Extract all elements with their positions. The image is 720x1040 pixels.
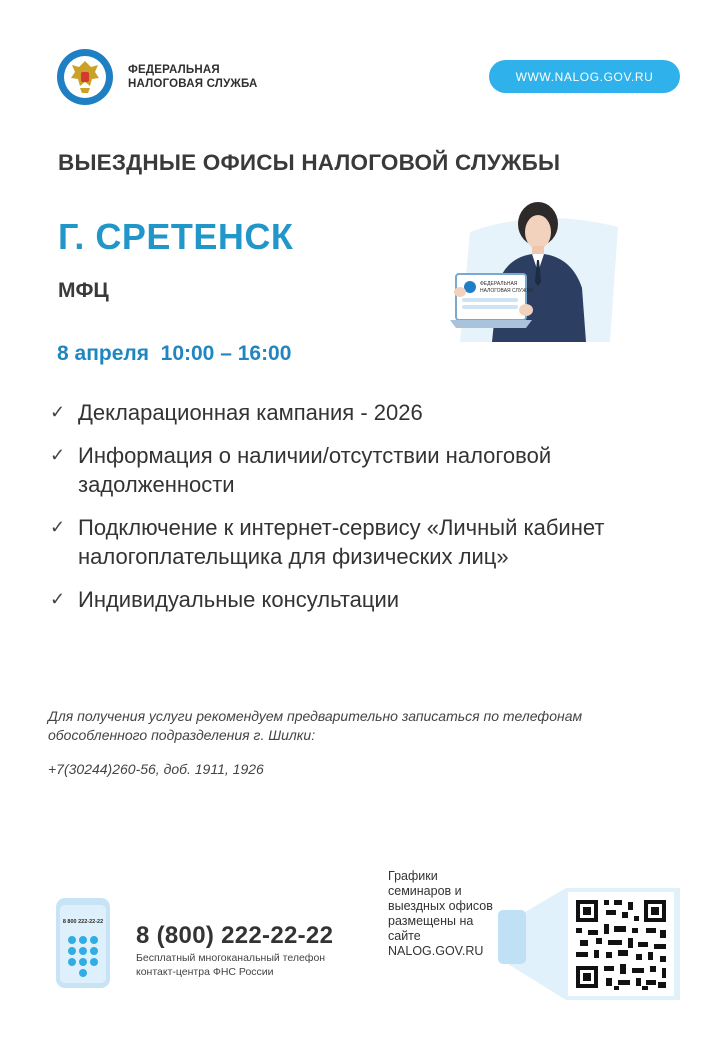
event-datetime: 8 апреля 10:00 – 16:00	[57, 342, 292, 365]
website-link[interactable]: WWW.NALOG.GOV.RU	[489, 60, 680, 93]
city-name: Г. СРЕТЕНСК	[58, 216, 294, 257]
booking-note: Для получения услуги рекомендуем предварительно записаться по телефонам обособленного подразделения г. Шилки:	[48, 708, 583, 743]
fns-emblem-icon	[56, 48, 114, 106]
qr-caption: Графики семинаров и выездных офисов размещены на сайте NALOG.GOV.RU	[388, 869, 493, 958]
page-title: ВЫЕЗДНЫЕ ОФИСЫ НАЛОГОВОЙ СЛУЖБЫ	[58, 150, 561, 175]
local-phone: +7(30244)260-56, доб. 1911, 1926	[48, 761, 264, 777]
checkmark-icon: ✓	[50, 589, 66, 609]
laptop-icon	[450, 274, 534, 328]
qr-panel	[496, 880, 684, 1004]
org-name	[128, 63, 258, 91]
laptop-org-line2: НАЛОГОВАЯ СЛУЖБА	[480, 288, 534, 294]
hotline-desc-line1: Бесплатный многоканальный телефон	[136, 952, 326, 964]
service-text: Подключение к интернет-сервису «Личный кабинет налогоплательщика для физических лиц»	[78, 515, 605, 569]
hotline-number[interactable]: 8 (800) 222-22-22	[136, 922, 334, 949]
device-number: 8 800 222-22-22	[62, 919, 104, 925]
checkmark-icon: ✓	[50, 445, 66, 465]
services-list	[48, 398, 668, 628]
service-text: Декларационная кампания - 2026	[78, 400, 423, 425]
qr-code-icon[interactable]	[568, 892, 674, 996]
venue-name: МФЦ	[58, 279, 109, 302]
checkmark-icon: ✓	[50, 402, 66, 422]
service-text: Информация о наличии/отсутствии налоговой задолженности	[78, 443, 552, 497]
hotline-description	[136, 951, 325, 979]
list-item	[48, 398, 668, 427]
org-name-line2: НАЛОГОВАЯ СЛУЖБА	[128, 78, 258, 90]
phone-icon	[55, 897, 111, 989]
checkmark-icon: ✓	[50, 517, 66, 537]
service-text: Индивидуальные консультации	[78, 587, 400, 612]
laptop-org-line1: ФЕДЕРАЛЬНАЯ	[480, 281, 518, 287]
hotline-desc-line2: контакт-центра ФНС России	[136, 966, 274, 978]
list-item	[48, 441, 668, 499]
list-item	[48, 585, 668, 614]
list-item	[48, 513, 668, 571]
org-name-line1: ФЕДЕРАЛЬНАЯ	[128, 64, 220, 76]
officer-illustration	[440, 192, 620, 342]
